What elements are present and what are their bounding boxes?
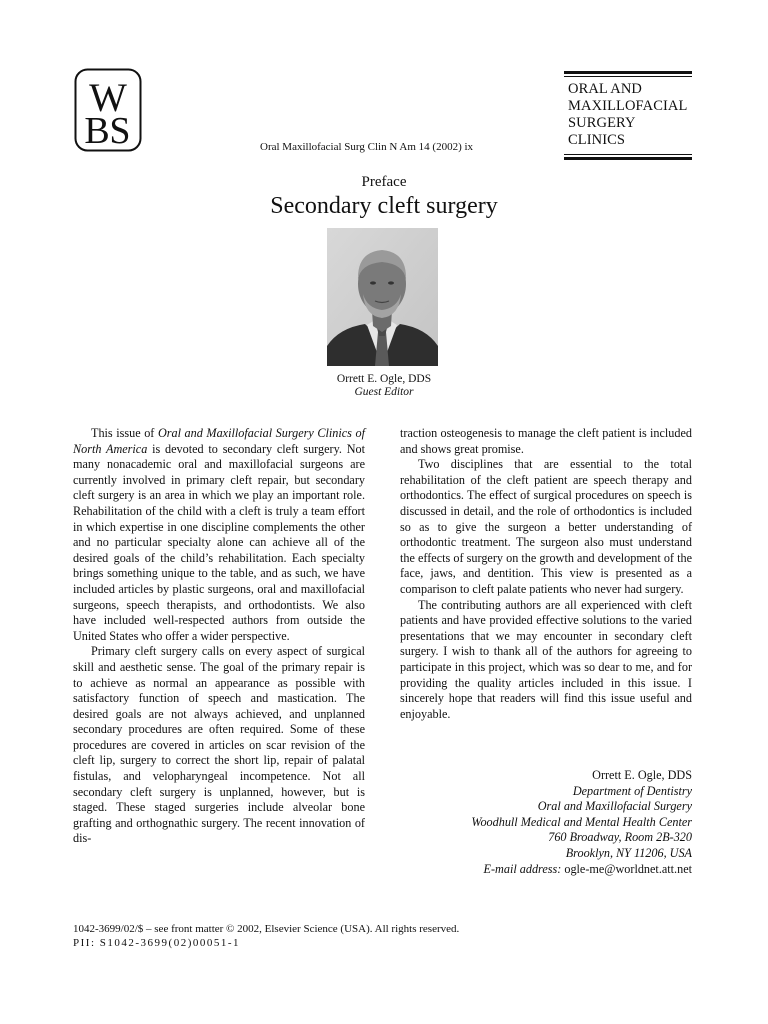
section-label: Preface xyxy=(361,174,407,190)
body-paragraph: Primary cleft surgery calls on every aspect of surgical skill and aesthetic sense. The goal of the primary repair is to achieve as normal an appearance as possible with satisfactory function of speech and mastication. The desired goals are not always achieved, and unplanned secondary procedures are often required. Some of these procedures are covered in articles on scar revision of the cleft lip, surgery to correct the short lip, repair of palatal fistulas, and velopharyngeal incompetence. Not all secondary cleft surgery is unplanned, however, but is staged. These staged surgeries include alveolar bone grafting and orthognathic surgery. The recent innovation of dis- xyxy=(73,644,365,846)
svg-text:B: B xyxy=(84,110,110,152)
wbs-logo-graphic xyxy=(74,68,142,152)
body-paragraph xyxy=(73,426,365,644)
journal-title xyxy=(564,81,692,149)
journal-title-line: SURGERY xyxy=(568,115,636,131)
publisher-logo xyxy=(74,68,142,152)
journal-masthead xyxy=(564,71,692,160)
signature-department: Department of Dentistry xyxy=(572,783,692,798)
copyright-line: 1042-3699/02/$ – see front matter © 2002, Elsevier Science (USA). All rights reserved. xyxy=(73,923,460,935)
journal-title-line: ORAL AND xyxy=(568,81,642,97)
signature-email-line xyxy=(400,862,692,878)
author-role: Guest Editor xyxy=(354,386,414,398)
page-footer xyxy=(73,922,459,950)
masthead-rule xyxy=(564,76,692,77)
body-paragraph: The contributing authors are all experienced with cleft patients and have provided effective solutions to the varied presentations that we may encounter in secondary cleft surgery. I wish to thank all of the authors for agreeing to participate in this project, which was so dear to me, and for providing the quality articles included in this issue. I sincerely hope that readers will find this issue useful and enjoyable. xyxy=(400,597,692,721)
author-photo xyxy=(327,228,438,366)
body-paragraph: Two disciplines that are essential to the total rehabilitation of the cleft patient are speech therapy and orthodontics. The effect of surgical procedures on speech is discussed in detail, and the role of orthodontics is included so as to give the surgeon a better understanding of orthodontic treatment. The surgeon also must understand the effects of surgery on the growth and development of the face, jaws, and dentition. This view is presented as a comparison to cleft palate patients who never had surgery. xyxy=(400,457,692,596)
pii-line: PII: S1042-3699(02)00051-1 xyxy=(73,937,241,949)
paragraph-text: is devoted to secondary cleft surgery. Not many nonacademic oral and maxillofacial surgeons are currently involved in primary cleft repair, but secondary cleft surgery is an area in which we play an important role. Rehabilitation of the child with a cleft is truly a team effort in which expertise in one discipline complements the other and no particular specialty alone can achieve all of the desired goals of the child’s rehabilitation. Each specialty brings something unique to the table, and as such, we have included articles by plastic surgeons, oral and maxillofacial surgeons, speech therapists, and orthodontists. We also have included well-respected authors from outside the United States who offer a wider perspective. xyxy=(73,441,365,643)
body-column-left xyxy=(73,426,365,847)
portrait-image xyxy=(327,228,438,366)
masthead-rule xyxy=(564,71,692,74)
journal-title-line: MAXILLOFACIAL xyxy=(568,98,688,114)
journal-title-line: CLINICS xyxy=(568,132,626,148)
citation-line: Oral Maxillofacial Surg Clin N Am 14 (2002) ix xyxy=(260,141,474,153)
body-column-right xyxy=(400,426,692,722)
signature-block xyxy=(400,768,692,877)
email-label: E-mail address: xyxy=(483,861,562,876)
journal-name-italic: Oral and Maxillofacial Surgery Clinics of North America xyxy=(73,426,365,456)
masthead-rule xyxy=(564,157,692,160)
masthead-rule xyxy=(564,154,692,155)
signature-street: 760 Broadway, Room 2B-320 xyxy=(548,830,692,845)
body-paragraph: traction osteogenesis to manage the cleft patient is included and shows great promise. xyxy=(400,426,692,456)
svg-text:W: W xyxy=(89,75,127,120)
email-address[interactable]: ogle-me@worldnet.att.net xyxy=(564,861,692,876)
author-name: Orrett E. Ogle, DDS xyxy=(336,373,432,385)
paragraph-text: This issue of xyxy=(91,426,158,440)
svg-text:S: S xyxy=(109,110,131,152)
signature-division: Oral and Maxillofacial Surgery xyxy=(537,799,692,814)
signature-institution: Woodhull Medical and Mental Health Center xyxy=(471,814,692,829)
article-title: Secondary cleft surgery xyxy=(270,193,498,219)
signature-city: Brooklyn, NY 11206, USA xyxy=(565,845,692,860)
signature-name: Orrett E. Ogle, DDS xyxy=(592,768,692,782)
